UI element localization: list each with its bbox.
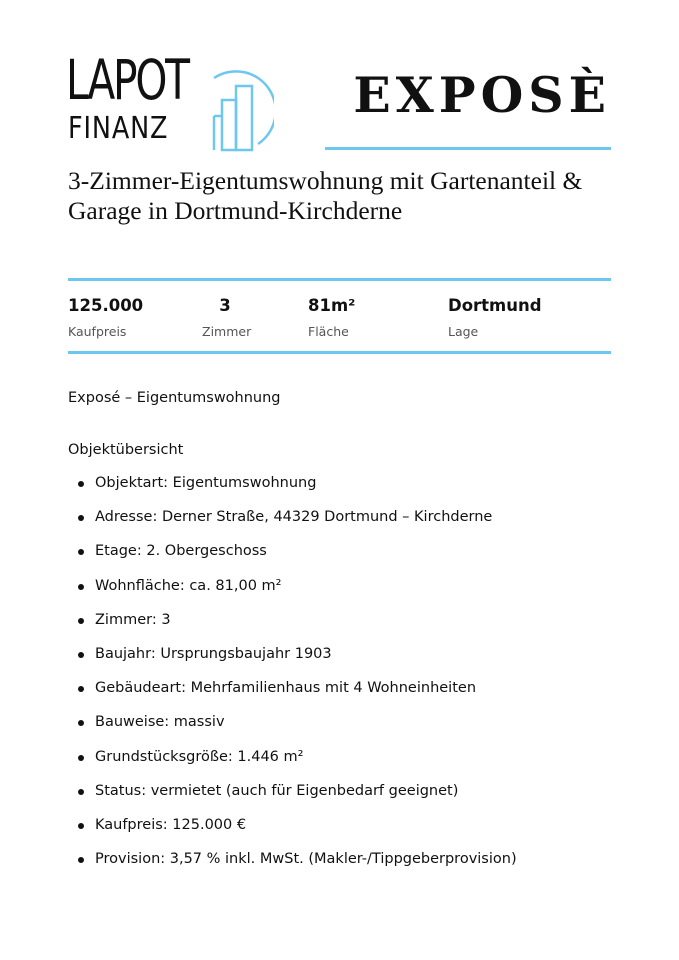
fact-rooms: [202, 294, 252, 342]
list-item: [68, 643, 517, 677]
list-item: [68, 609, 517, 643]
fact-price: [68, 294, 143, 342]
bullet-icon: [78, 652, 84, 658]
bullet-icon: [78, 857, 84, 863]
bullet-icon: [78, 549, 84, 555]
fact-location: [448, 294, 542, 342]
logo-wordmark-top: LAPOT: [66, 48, 188, 112]
list-item: [68, 746, 517, 780]
list-item-text: Bauweise: massiv: [95, 714, 225, 731]
bullet-icon: [78, 823, 84, 829]
fact-location-value: Dortmund: [448, 296, 542, 315]
list-item: [68, 677, 517, 711]
list-item-text: Provision: 3,57 % inkl. MwSt. (Makler-/Tippgeberprovision): [95, 851, 517, 868]
list-item: [68, 848, 517, 882]
list-item-text: Status: vermietet (auch für Eigenbedarf geeignet): [95, 782, 459, 799]
company-logo: [66, 50, 276, 154]
list-item-text: Zimmer: 3: [95, 611, 171, 628]
list-item-text: Kaufpreis: 125.000 €: [95, 816, 247, 833]
fact-rooms-label: Zimmer: [202, 324, 252, 339]
property-feature-list: [68, 472, 517, 882]
fact-price-label: Kaufpreis: [68, 324, 127, 339]
list-item-text: Etage: 2. Obergeschoss: [95, 543, 267, 560]
facts-divider-bottom: [68, 351, 611, 354]
fact-area-value: 81m²: [308, 296, 356, 315]
fact-rooms-value: 3: [219, 296, 231, 315]
fact-area-label: Fläche: [308, 324, 349, 339]
logo-wordmark-bottom: FINANZ: [68, 111, 169, 146]
list-item: [68, 780, 517, 814]
header-divider: [325, 147, 611, 150]
bullet-icon: [78, 755, 84, 761]
bullet-icon: [78, 481, 84, 487]
list-item-text: Gebäudeart: Mehrfamilienhaus mit 4 Wohneinheiten: [95, 680, 477, 697]
facts-divider-top: [68, 278, 611, 281]
list-item: [68, 711, 517, 745]
fact-price-value: 125.000: [68, 296, 144, 315]
list-item-text: Wohnfläche: ca. 81,00 m²: [95, 577, 282, 594]
fact-area: [308, 294, 355, 342]
document-title: Exposé – Eigentumswohnung: [68, 390, 281, 406]
listing-headline: 3-Zimmer-Eigentumswohnung mit Gartenanteil & Garage in Dortmund-Kirchderne: [68, 166, 583, 225]
section-title: Objektübersicht: [68, 442, 184, 458]
list-item: [68, 472, 517, 506]
list-item: [68, 575, 517, 609]
bullet-icon: [78, 686, 84, 692]
list-item-text: Baujahr: Ursprungsbaujahr 1903: [95, 645, 332, 662]
list-item: [68, 506, 517, 540]
list-item-text: Adresse: Derner Straße, 44329 Dortmund – Kirchderne: [95, 509, 493, 526]
bullet-icon: [78, 720, 84, 726]
list-item-text: Objektart: Eigentumswohnung: [95, 475, 317, 491]
bullet-icon: [78, 515, 84, 521]
fact-location-label: Lage: [448, 324, 479, 339]
bullet-icon: [78, 618, 84, 624]
list-item-text: Grundstücksgröße: 1.446 m²: [95, 748, 304, 765]
bullet-icon: [78, 584, 84, 590]
list-item: [68, 540, 517, 574]
list-item: [68, 814, 517, 848]
page-title: EXPOSÈ: [353, 66, 611, 124]
building-outline-icon: [200, 56, 274, 152]
bullet-icon: [78, 789, 84, 795]
